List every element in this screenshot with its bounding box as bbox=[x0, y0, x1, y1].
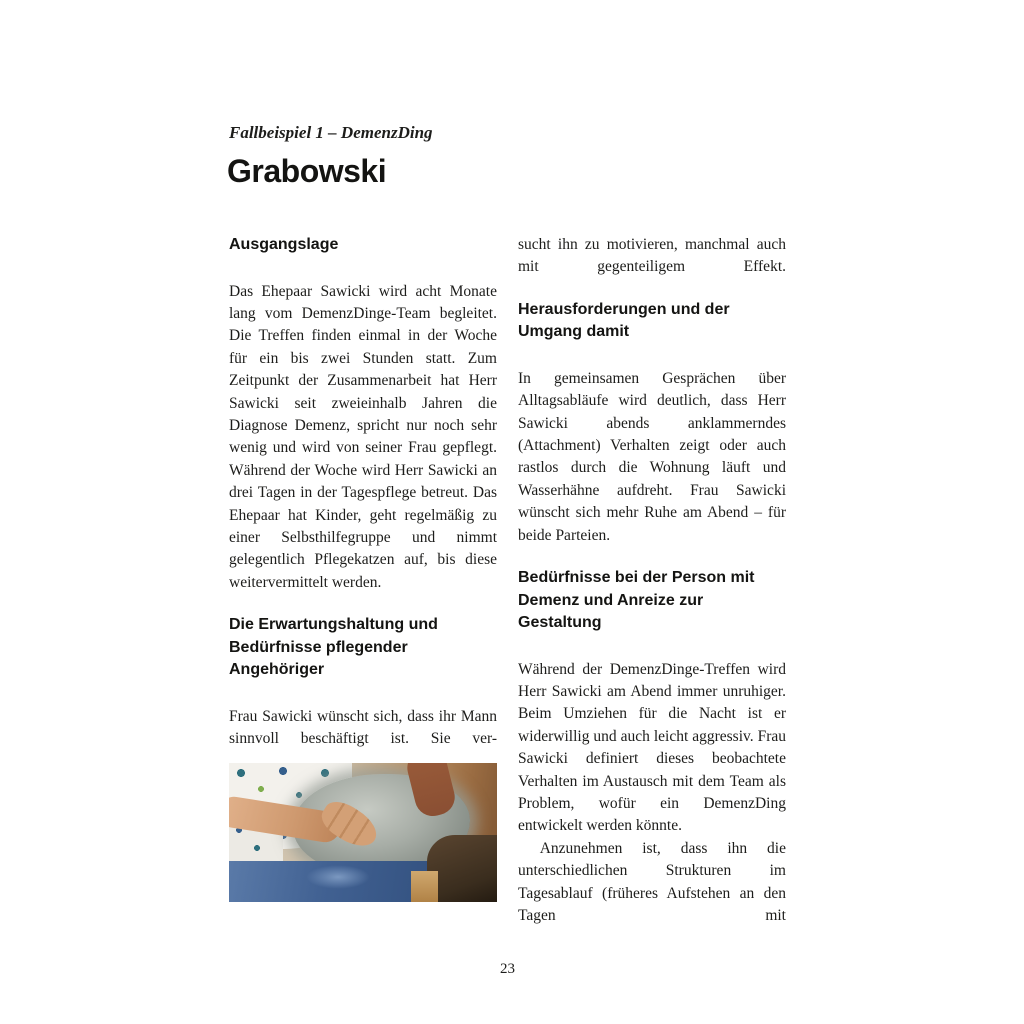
left-column bbox=[229, 234, 497, 927]
section-heading-beduerfnisse: Bedürfnisse bei der Person mit Demenz und Anreize zur Gestaltung bbox=[518, 569, 755, 632]
right-column bbox=[518, 234, 786, 927]
body-paragraph: Anzunehmen ist, dass ihn die unterschiedlichen Strukturen im Tagesablauf (früheres Aufstehen an den Tagen mit bbox=[518, 839, 786, 925]
body-paragraph: Das Ehepaar Sawicki wird acht Monate lang vom DemenzDinge-Team begleitet. Die Treffen finden einmal in der Woche für ein bis zwei Stunden statt. Zum Zeitpunkt der Zusammenarbeit hat Herr Sawicki seit zweieinhalb Jahren die Diagnose Demenz, spricht nur noch sehr wenig und wird von seiner Frau gepflegt. Während der Woche wird Herr Sawicki an drei Tagen in der Tagespflege betreut. Das Ehepaar hat Kinder, geht regelmäßig zu einer Selbsthilfegruppe und nimmt gelegentlich Pflegekatzen auf, bis diese weitervermittelt werden. bbox=[229, 282, 497, 591]
body-paragraph: In gemeinsamen Gesprächen über Alltagsabläufe wird deutlich, dass Herr Sawicki abends anklammerndes (Attachment) Verhalten zeigt oder auch rastlos durch die Wohnung läuft und Wasserhähne aufdreht. Frau Sawicki wünscht sich mehr Ruhe am Abend – für beide Parteien. bbox=[518, 369, 786, 544]
section-heading-erwartungshaltung: Die Erwartungshaltung und Bedürfnisse pflegender Angehöriger bbox=[229, 616, 438, 679]
page-title: Grabowski bbox=[227, 153, 387, 189]
body-paragraph: sucht ihn zu motivieren, manchmal auch mit gegenteiligem Effekt. bbox=[518, 236, 786, 276]
photo-wooden-chair-leg bbox=[411, 871, 438, 902]
two-column-layout bbox=[229, 234, 786, 927]
body-paragraph: Frau Sawicki wünscht sich, dass ihr Mann sinnvoll beschäftigt ist. Sie ver- bbox=[229, 707, 497, 748]
page-number: 23 bbox=[500, 961, 515, 977]
chapter-kicker: Fallbeispiel 1 – DemenzDing bbox=[229, 123, 433, 142]
section-heading-ausgangslage: Ausgangslage bbox=[229, 236, 339, 253]
section-heading-herausforderungen: Herausforderungen und der Umgang damit bbox=[518, 300, 730, 341]
photo-hands-on-plush-cushion bbox=[229, 763, 497, 902]
body-paragraph: Während der DemenzDinge-Treffen wird Herr Sawicki am Abend immer unruhiger. Beim Umziehen für die Nacht ist er widerwillig und auch leicht aggressiv. Frau Sawicki definiert dieses beobachtete Verhalten im Austausch mit dem Team als Problem, wofür ein DemenzDing entwickelt werden könnte. bbox=[518, 660, 786, 835]
